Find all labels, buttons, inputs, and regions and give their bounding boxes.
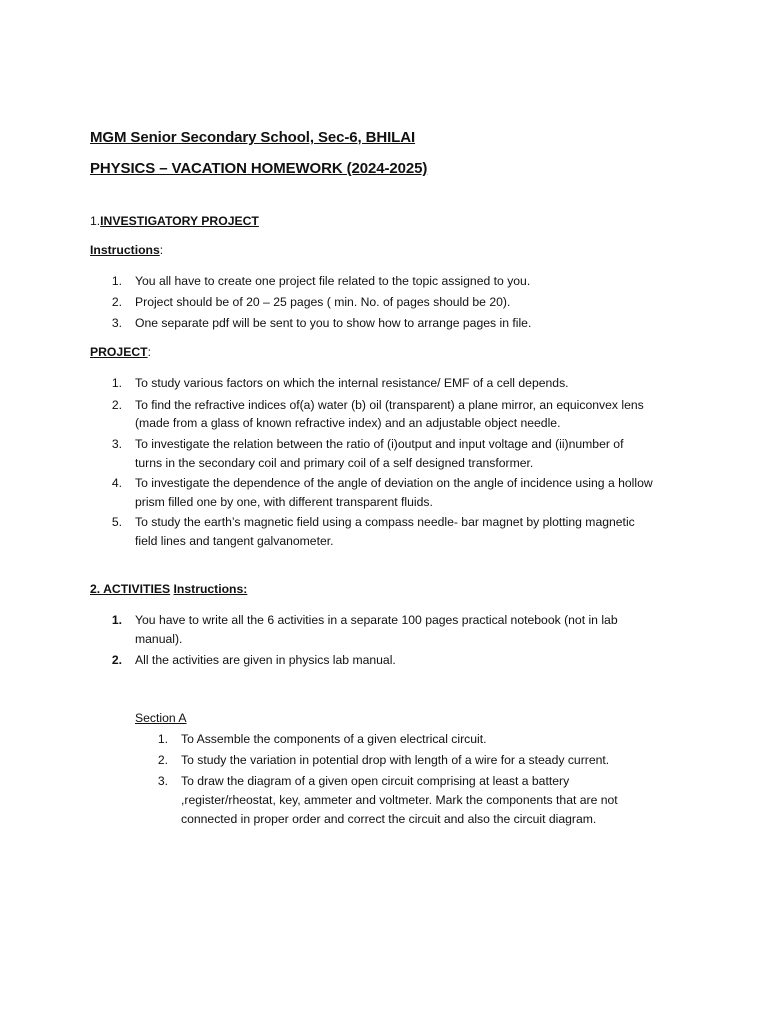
list-number: 1. xyxy=(111,613,122,627)
list-number: 5. xyxy=(111,515,122,529)
list-item-continued: turns in the secondary coil and primary coil of a self designed transformer. xyxy=(135,456,534,470)
list-number: 3. xyxy=(111,316,122,330)
school-title: MGM Senior Secondary School, Sec-6, BHILAI xyxy=(90,129,416,146)
project-heading xyxy=(90,343,151,362)
list-item: All the activities are given in physics lab manual. xyxy=(135,653,396,667)
list-item: To investigate the relation between the ratio of (i)output and input voltage and (ii)number of xyxy=(135,437,624,451)
list-number: 3. xyxy=(111,437,122,451)
list-number: 1. xyxy=(111,274,122,288)
list-item-continued: (made from a glass of known refractive index) and an adjustable object needle. xyxy=(135,416,561,430)
section-1-prefix: 1. xyxy=(90,214,101,228)
list-item: To investigate the dependence of the angle of deviation on the angle of incidence using a hollow xyxy=(135,476,653,490)
list-number: 4. xyxy=(111,476,122,490)
list-number: 1. xyxy=(111,376,122,390)
list-item: To study the earth’s magnetic field using a compass needle- bar magnet by plotting magnetic xyxy=(135,515,635,529)
list-item: You all have to create one project file related to the topic assigned to you. xyxy=(135,274,531,288)
list-number: 2. xyxy=(157,753,168,767)
document-title: PHYSICS – VACATION HOMEWORK (2024-2025) xyxy=(90,160,428,177)
list-item-continued: prism filled one by one, with different transparent fluids. xyxy=(135,495,433,509)
list-item: You have to write all the 6 activities in a separate 100 pages practical notebook (not in lab xyxy=(135,613,618,627)
list-item: To study the variation in potential drop with length of a wire for a steady current. xyxy=(181,753,610,767)
list-item-continued: ,register/rheostat, key, ammeter and voltmeter. Mark the components that are not xyxy=(181,793,618,807)
activities-heading: 2. ACTIVITIES xyxy=(90,582,171,596)
list-item: Project should be of 20 – 25 pages ( min. No. of pages should be 20). xyxy=(135,295,511,309)
list-item: To find the refractive indices of(a) water (b) oil (transparent) a plane mirror, an equiconvex lens xyxy=(135,398,644,412)
investigatory-project-heading: INVESTIGATORY PROJECT xyxy=(100,214,259,228)
list-number: 3. xyxy=(157,774,168,788)
activities-instructions-label: Instructions: xyxy=(173,582,248,596)
list-number: 2. xyxy=(111,398,122,412)
list-number: 1. xyxy=(157,732,168,746)
list-item: To study various factors on which the internal resistance/ EMF of a cell depends. xyxy=(135,376,569,390)
list-item: To Assemble the components of a given electrical circuit. xyxy=(181,732,487,746)
list-item-continued: field lines and tangent galvanometer. xyxy=(135,534,334,548)
project-label: PROJECT xyxy=(90,345,148,359)
section-2-heading xyxy=(90,580,247,599)
project-colon: : xyxy=(147,345,151,359)
list-item: To draw the diagram of a given open circuit comprising at least a battery xyxy=(181,774,570,788)
instructions-heading xyxy=(90,241,163,260)
list-number: 2. xyxy=(111,653,122,667)
section-1-heading xyxy=(90,212,259,231)
list-item-continued: manual). xyxy=(135,632,183,646)
list-number: 2. xyxy=(111,295,122,309)
list-item-continued: connected in proper order and correct the circuit and also the circuit diagram. xyxy=(181,812,597,826)
list-item: One separate pdf will be sent to you to show how to arrange pages in file. xyxy=(135,316,532,330)
instructions-label: Instructions xyxy=(90,243,160,257)
instructions-colon: : xyxy=(159,243,164,257)
section-a-heading: Section A xyxy=(135,711,187,725)
